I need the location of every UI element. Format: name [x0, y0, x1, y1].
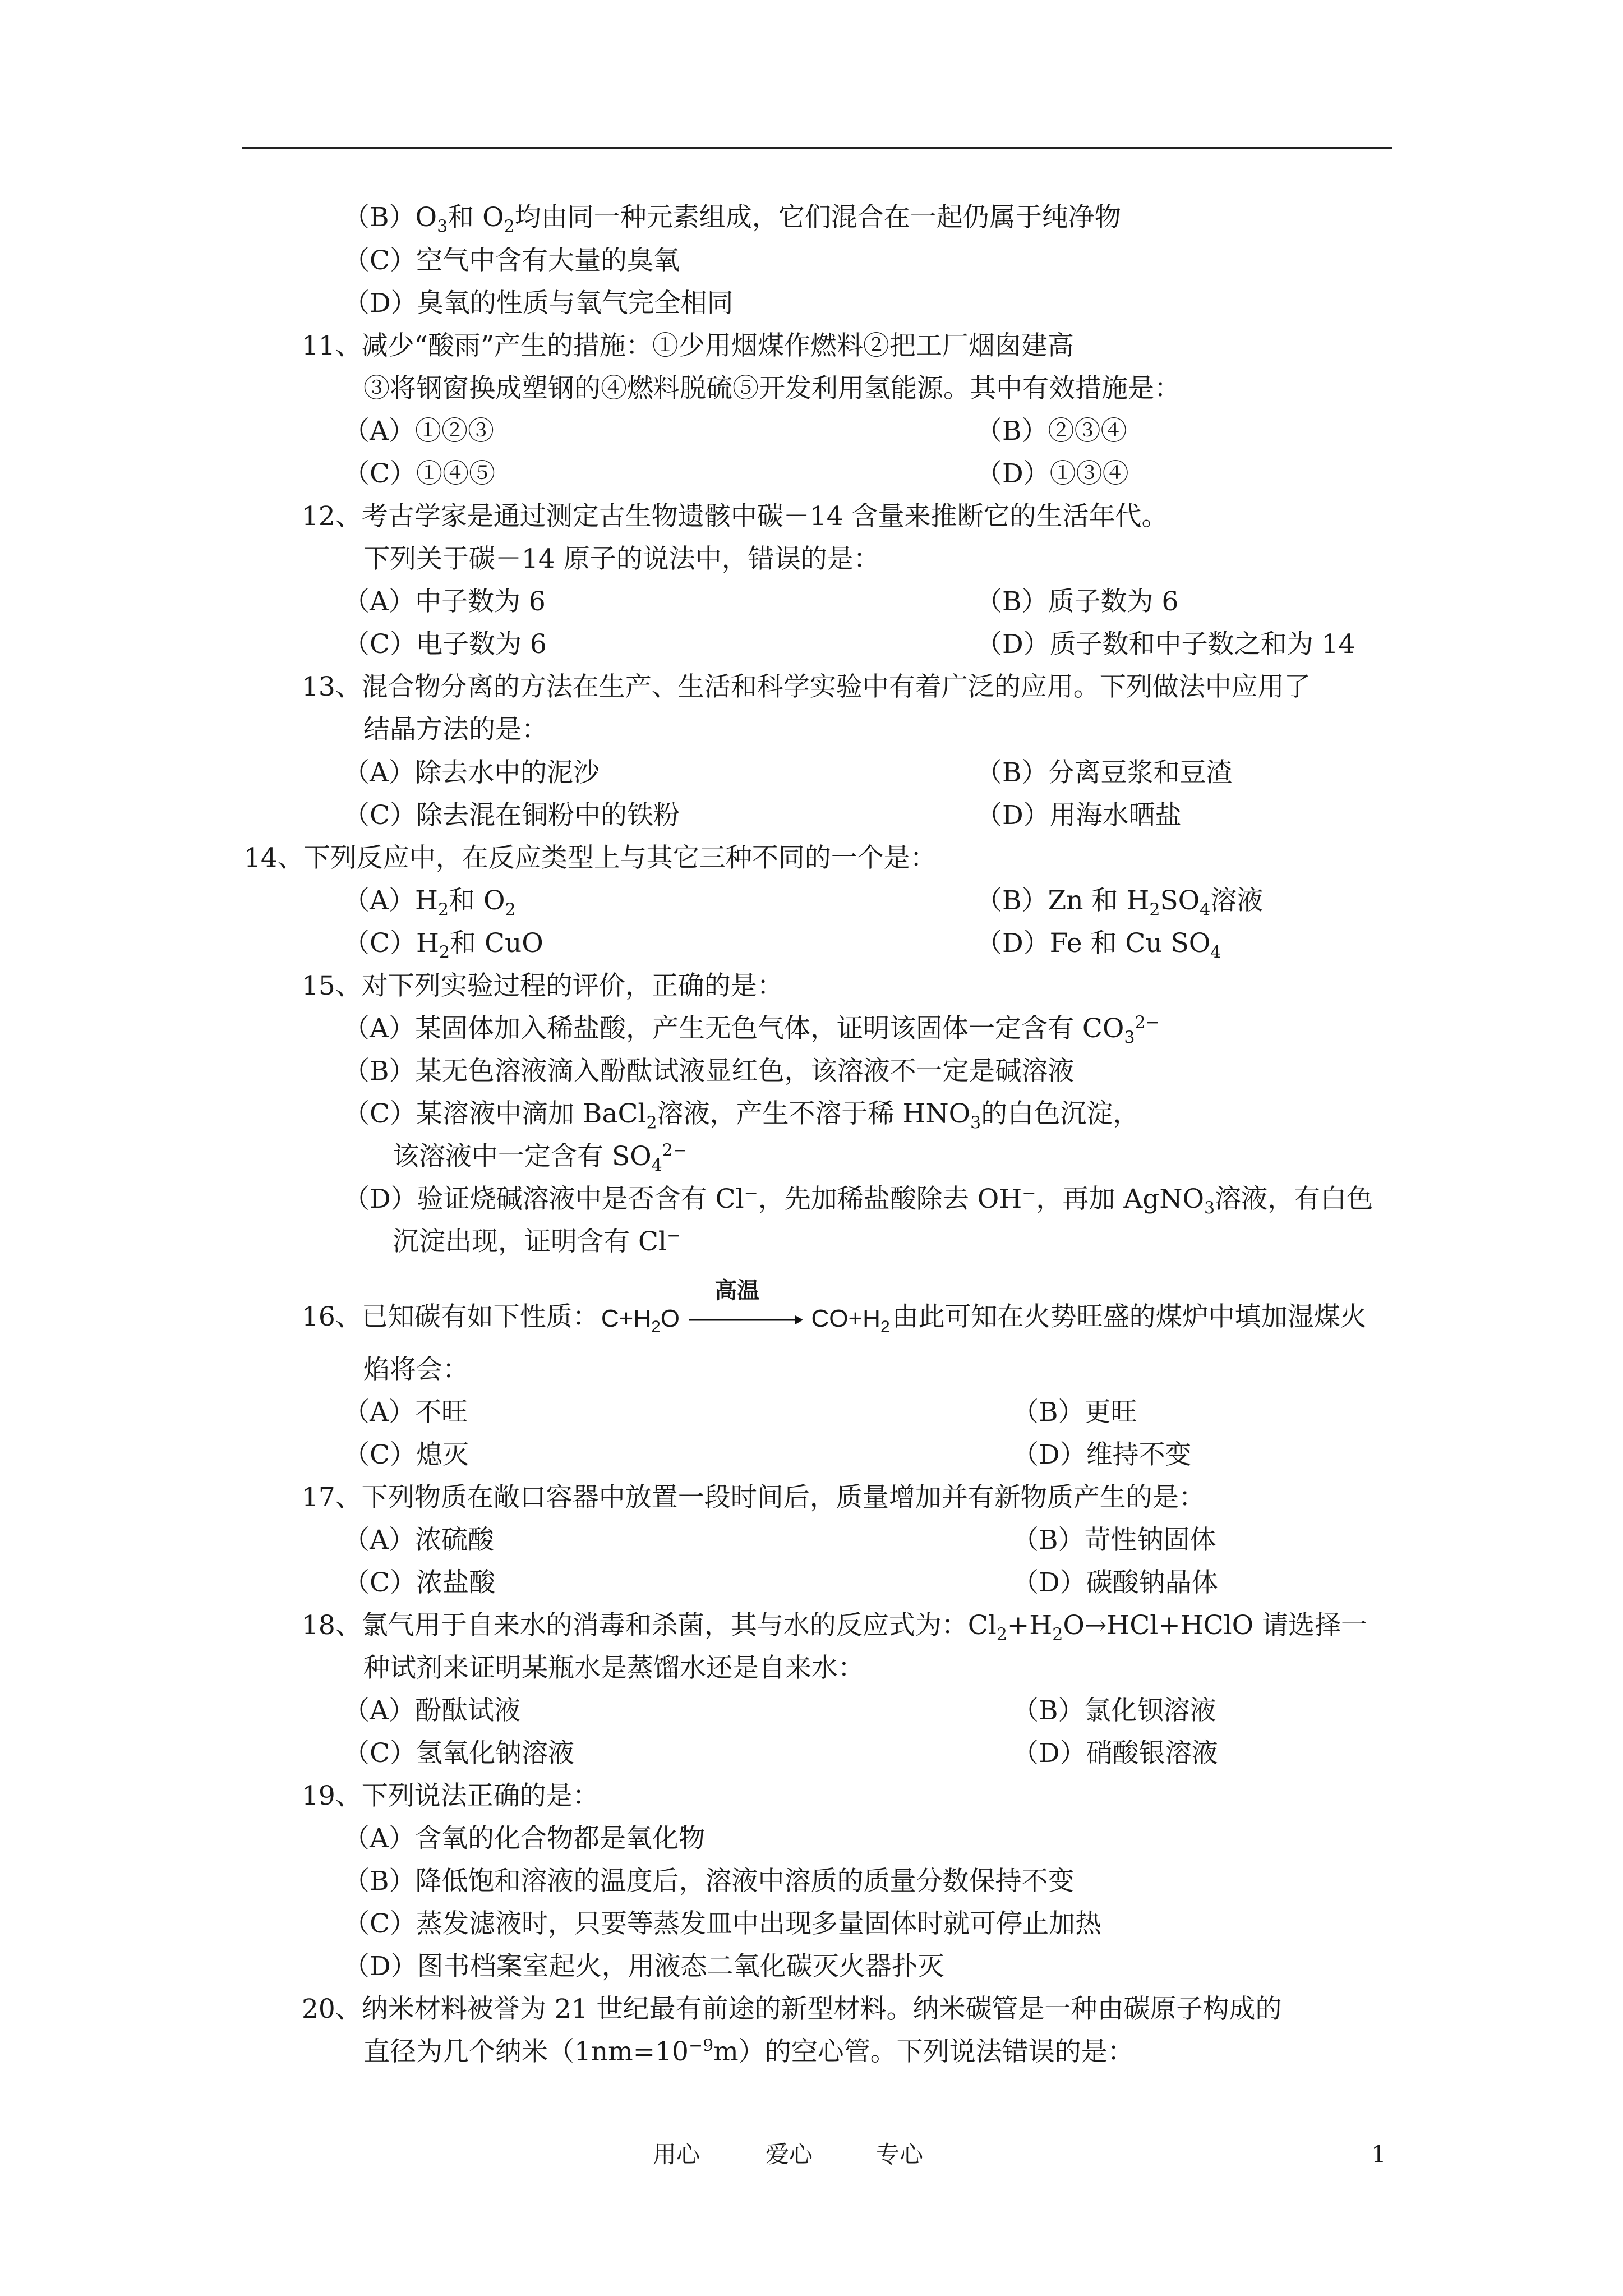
q17-option-d: （D）碳酸钠晶体: [1012, 1567, 1218, 1598]
q16-stem-1: 16、已知碳有如下性质：$C+H_2O$ 高温 $CO+H_2$由此可知在火势旺盛的煤炉中填加湿煤火: [302, 1300, 1367, 1336]
footer-motto-3: 专心: [876, 2141, 924, 2168]
q20-stem-1: 20、纳米材料被誉为 21 世纪最有前途的新型材料。纳米碳管是一种由碳原子构成的: [302, 1994, 1282, 2024]
q19-option-a: （A）含氧的化合物都是氧化物: [343, 1823, 705, 1854]
q12-option-a: （A）中子数为 6: [343, 586, 546, 617]
q14-option-b: （B）Zn 和 $H_2SO_4$溶液: [976, 885, 1264, 920]
page-number: 1: [1371, 2141, 1386, 2168]
q16-option-d: （D）维持不变: [1012, 1439, 1192, 1470]
q11-stem-2: ③将钢窗换成塑钢的④燃料脱硫⑤开发利用氢能源。其中有效措施是：: [363, 373, 1181, 404]
q15-option-d-2: 沉淀出现，证明含有 Cl−: [393, 1226, 681, 1257]
q13-option-a: （A）除去水中的泥沙: [343, 757, 600, 788]
q15-stem: 15、对下列实验过程的评价，正确的是：: [302, 970, 783, 1001]
q14-option-c: $(C)H_2$和 CuO: [343, 928, 543, 963]
q20-stem-2: 直径为几个纳米$(1nm=10^{-9}m)$的空心管。下列说法错误的是：: [363, 2036, 1134, 2067]
q18-stem-2: 种试剂来证明某瓶水是蒸馏水还是自来水：: [363, 1653, 864, 1683]
footer-motto-2: 爱心: [766, 2141, 813, 2168]
header-rule: [242, 147, 1392, 149]
q16-option-b: （B）更旺: [1012, 1397, 1137, 1428]
q14-option-d: （D）Fe 和 Cu $SO_4$: [976, 928, 1221, 963]
footer-motto-1: 用心: [653, 2141, 700, 2168]
q16-stem-2: 焰将会：: [363, 1354, 469, 1385]
q13-option-b: （B）分离豆浆和豆渣: [976, 757, 1233, 788]
q18-option-c: （C）氢氧化钠溶液: [343, 1738, 574, 1769]
q12-option-d: （D）质子数和中子数之和为 14: [976, 629, 1355, 660]
q10-option-d: （D）臭氧的性质与氧气完全相同: [343, 288, 734, 319]
q10-option-c: （C）空气中含有大量的臭氧: [343, 245, 680, 276]
q12-stem-2: 下列关于碳－14 原子的说法中，错误的是：: [363, 544, 880, 574]
q14-option-a: $(A)H_2$和 $O_2$: [343, 885, 516, 920]
q13-option-c: （C）除去混在铜粉中的铁粉: [343, 800, 680, 831]
q17-option-c: （C）浓盐酸: [343, 1567, 495, 1598]
q11-option-b: （B）②③④: [976, 416, 1127, 447]
q16-option-a: （A）不旺: [343, 1397, 468, 1428]
q17-option-a: （A）浓硫酸: [343, 1525, 494, 1556]
q18-option-d: （D）硝酸银溶液: [1012, 1738, 1218, 1769]
q11-option-c: （C）①④⑤: [343, 458, 495, 489]
q19-option-c: （C）蒸发滤液时，只要等蒸发皿中出现多量固体时就可停止加热: [343, 1908, 1101, 1939]
q13-stem-1: 13、混合物分离的方法在生产、生活和科学实验中有着广泛的应用。下列做法中应用了: [302, 671, 1311, 702]
q17-stem: 17、下列物质在敞口容器中放置一段时间后，质量增加并有新物质产生的是：: [302, 1482, 1205, 1513]
q12-option-c: （C）电子数为 6: [343, 629, 547, 660]
q15-option-a: （A）某固体加入稀盐酸，产生无色气体，证明该固体一定含有 $CO_3^{2-}$: [343, 1013, 1160, 1048]
q10-option-b: $(B)O_3$和 $O_2$均由同一种元素组成，它们混合在一起仍属于纯净物: [343, 202, 1121, 237]
q12-option-b: （B）质子数为 6: [976, 586, 1179, 617]
q18-stem-1: 18、氯气用于自来水的消毒和杀菌，其与水的反应式为：$Cl_2+H_2O\to HCl+HClO$ 请选择一: [302, 1610, 1368, 1645]
q17-option-b: （B）苛性钠固体: [1012, 1525, 1216, 1556]
q13-stem-2: 结晶方法的是：: [363, 714, 548, 745]
q18-option-a: （A）酚酞试液: [343, 1695, 520, 1726]
q14-stem: 14、下列反应中，在反应类型上与其它三种不同的一个是：: [244, 843, 937, 873]
q19-stem: 19、下列说法正确的是：: [302, 1780, 599, 1811]
q11-option-a: （A）①②③: [343, 416, 494, 447]
q15-option-c-1: （C）某溶液中滴加 BaCl$_2$溶液，产生不溶于稀 $HNO_3$的白色沉淀，: [343, 1098, 1140, 1133]
q19-option-d: （D）图书档案室起火，用液态二氧化碳灭火器扑灭: [343, 1951, 944, 1982]
q16-option-c: （C）熄灭: [343, 1439, 469, 1470]
q12-stem-1: 12、考古学家是通过测定古生物遗骸中碳－14 含量来推断它的生活年代。: [302, 501, 1168, 532]
q11-stem-1: 11、减少“酸雨”产生的措施：①少用烟煤作燃料②把工厂烟囱建高: [302, 330, 1074, 361]
q18-option-b: （B）氯化钡溶液: [1012, 1695, 1216, 1726]
q15-option-b: （B）某无色溶液滴入酚酞试液显红色，该溶液不一定是碱溶液: [343, 1056, 1075, 1087]
q19-option-b: （B）降低饱和溶液的温度后，溶液中溶质的质量分数保持不变: [343, 1866, 1075, 1897]
reaction-condition: 高温: [714, 1278, 760, 1304]
q15-option-c-2: 该溶液中一定含有 $SO_4^{2-}$: [393, 1140, 687, 1176]
q13-option-d: （D）用海水晒盐: [976, 800, 1182, 831]
q11-option-d: （D）①③④: [976, 458, 1129, 489]
q15-option-d-1: （D）验证烧碱溶液中是否含有 Cl−，先加稀盐酸除去 OH−，再加 AgNO$_3$溶液，有白色: [343, 1183, 1373, 1218]
reaction-arrow: [686, 1309, 804, 1331]
reaction-equation: $C+H_2O$ 高温 $CO+H_2$: [601, 1302, 890, 1336]
